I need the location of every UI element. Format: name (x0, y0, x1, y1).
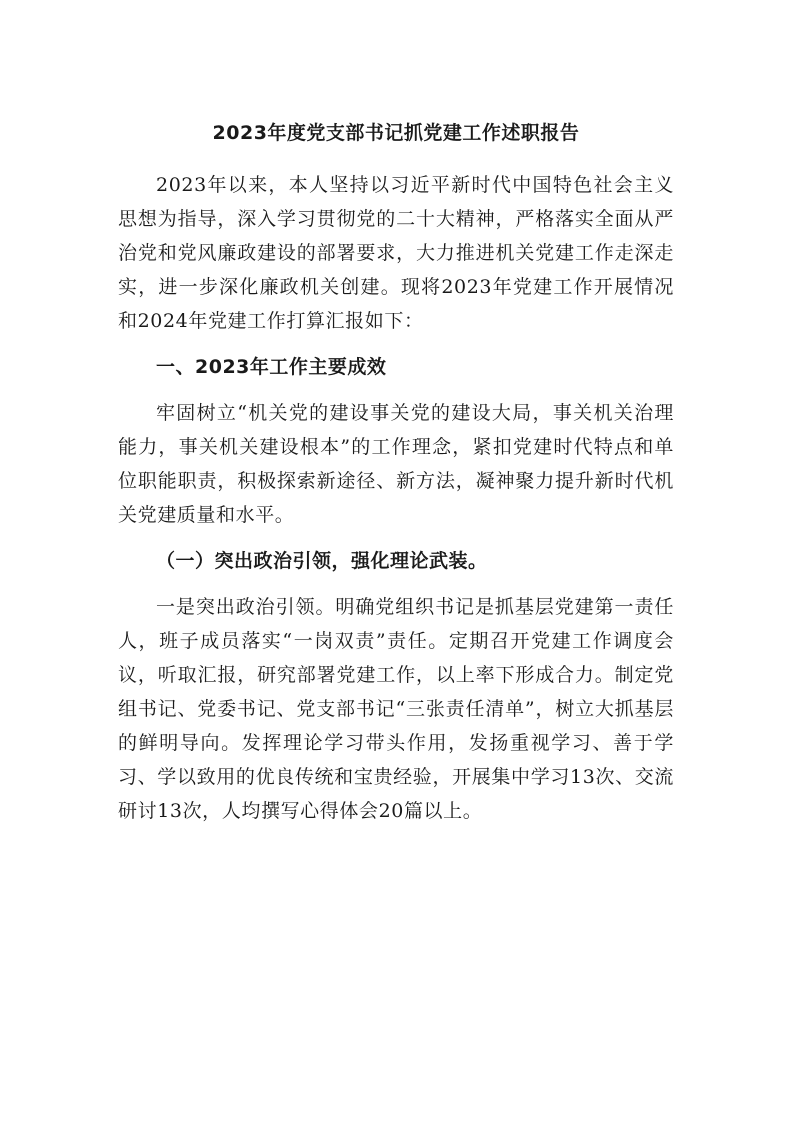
section-1-paragraph: 牢固树立“机关党的建设事关党的建设大局，事关机关治理能力，事关机关建设根本”的工作理念，紧扣党建时代特点和单位职能职责，积极探索新途径、新方法，凝神聚力提升新时代机关党建质量和水平。 (118, 402, 674, 526)
subsection-heading-1: （一）突出政治引领，强化理论武装。 (156, 550, 488, 572)
subsection-1-paragraph: 一是突出政治引领。明确党组织书记是抓基层党建第一责任人，班子成员落实“一岗双责”责任。定期召开党建工作调度会议，听取汇报，研究部署党建工作，以上率下形成合力。制定党组书记、党委书记、党支部书记“三张责任清单”，树立大抓基层的鲜明导向。发挥理论学习带头作用，发扬重视学习、善于学习、学以致用的优良传统和宝贵经验，开展集中学习13次、交流研讨13次，人均撰写心得体会20篇以上。 (118, 596, 674, 822)
document-body (118, 116, 674, 828)
section-heading-1: 一、2023年工作主要成效 (156, 356, 387, 378)
intro-paragraph: 2023年以来，本人坚持以习近平新时代中国特色社会主义思想为指导，深入学习贯彻党的二十大精神，严格落实全面从严治党和党风廉政建设的部署要求，大力推进机关党建工作走深走实，进一步深化廉政机关创建。现将2023年党建工作开展情况和2024年党建工作打算汇报如下： (118, 174, 674, 332)
document-title: 2023年度党支部书记抓党建工作述职报告 (212, 122, 580, 144)
